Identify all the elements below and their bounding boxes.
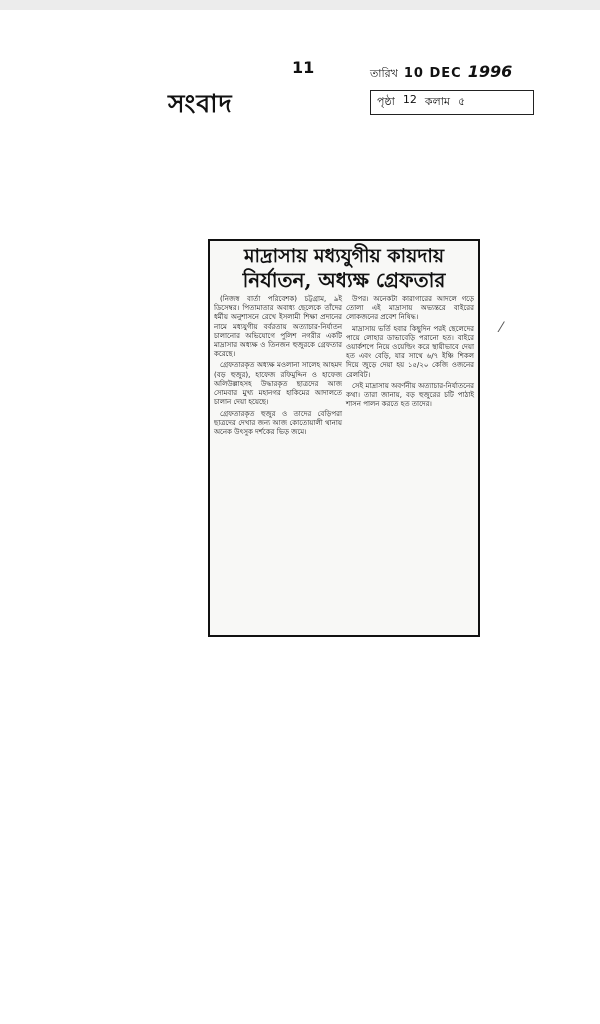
right-paragraph-1: উপর। অনেকটা কারাগারের আদলে গড়ে তোলা এই মাদ্রাসায় অভ্যন্তরে বাইরের লোকজনের প্রবেশ নিষিদ্ধ। [346,294,474,322]
page-number: 11 [292,58,315,77]
headline-line-1: মাদ্রাসায় মধ্যযুগীয় কায়দায় [243,245,445,267]
newspaper-masthead: সংবাদ [168,89,233,118]
date-label: তারিখ [370,67,398,80]
column-value: ৫ [458,95,466,108]
column-label: কলাম [424,95,451,108]
archive-stamp [370,62,550,115]
left-paragraph-2: গ্রেফতারকৃত অধ্যক্ষ মওলানা সালেহ আহমদ (বড় হুজুর), হাফেজ রফিমুদ্দিন ও হাফেজ অলিউল্লাহসহ উদ্ধারকৃত ছাত্রদের আজ সোমবার মুখ্য মহানগর হাকিমের আদালতে চালান দেয়া হয়েছে। [214,361,342,407]
news-clipping [208,239,480,637]
left-paragraph-1: (নিজস্ব বার্তা পরিবেশক) চট্টগ্রাম, ৯ই ডিসেম্বর। পিতামাতার অবাধ্য ছেলেকে তাঁদের ধর্মীয় অনুশাসনে রেখে ইসলামী শিক্ষা প্রদানের নামে মধ্যযুগীয় বর্বরতায় অত্যাচার-নির্যাতন চালানোর অভিযোগে পুলিশ নগরীর একটি মাদ্রাসার অধ্যক্ষ ও তিনজন হুজুরকে গ্রেফতার করেছে। [214,294,342,359]
year-value: 1996 [467,62,513,81]
date-value: 10 DEC [403,66,462,81]
headline-line-2: নির্যাতন, অধ্যক্ষ গ্রেফতার [242,267,446,292]
article-right-column [346,295,474,440]
right-paragraph-2: মাদ্রাসায় ভর্তি হবার কিছুদিন পরই ছেলেদের পায়ে লোহার ডাভাবেড়ি পরানো হত। বাইরে ওয়ার্কশপে নিয়ে ওয়েল্ডিং করে স্থায়ীভাবে দেয়া হত এবং বেড়ি, যার সাথে ৬/৭ ইঞ্চি শিকল দিয়ে জুড়ে দেয়া হয় ১৫/২০ কেজি ওজনের রেলবিট। [346,324,474,379]
headline [210,241,478,295]
page-label: পৃষ্ঠা [377,95,395,108]
page-column-box [370,90,534,115]
scan-top-edge [0,0,600,10]
page-value: 12 [402,93,417,106]
left-paragraph-3: গ্রেফতারকৃত হুজুর ও তাদের বেড়িপরা ছাত্রদের দেখার জন্য আজ কোতোয়ালী থানায় অনেক উৎসুক দর্শকের ভিড় জমে। [214,409,342,437]
article-body [210,295,478,440]
article-left-column [214,295,342,440]
right-paragraph-3: সেই মাদ্রাসায় অবর্ণনীয় অত্যাচার-নির্যাতনের কথা। তারা জানায়, বড় হুজুরের চটি পাঠাই শাসন পালন করতে হত তাদের। [346,381,474,409]
pen-mark-icon: ⁄ [500,320,503,336]
